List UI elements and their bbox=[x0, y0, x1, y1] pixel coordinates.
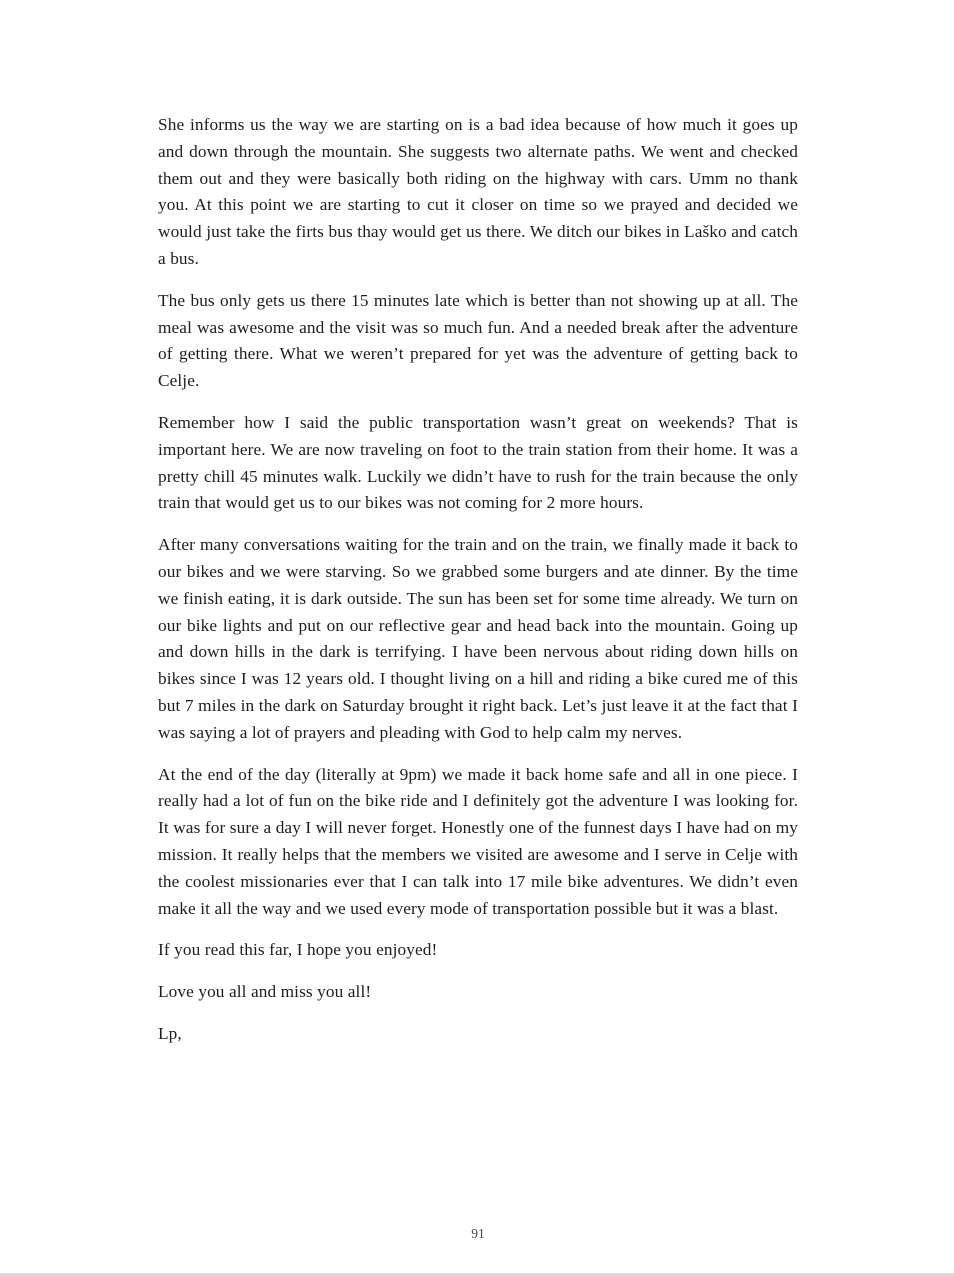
paragraph: Remember how I said the public transportation wasn’t great on weekends? That is important here. We are now traveling on foot to the train station from their home. It was a pretty chill 45 minutes walk. Luckily we didn’t have to rush for the train because the only train that would get us to our bikes was not coming for 2 more hours. bbox=[158, 412, 798, 513]
page-content bbox=[158, 112, 798, 1063]
paragraph: She informs us the way we are starting on is a bad idea because of how much it goes up and down through the mountain. She suggests two alternate paths. We went and checked them out and they were basically both riding on the highway with cars. Umm no thank you. At this point we are starting to cut it closer on time so we prayed and decided we would just take the firts bus thay would get us there. We ditch our bikes in Laško and catch a bus. bbox=[158, 115, 798, 268]
paragraph: At the end of the day (literally at 9pm) we made it back home safe and all in one piece. I really had a lot of fun on the bike ride and I definitely got the adventure I was looking for. It was for sure a day I will never forget. Honestly one of the funnest days I have had on my mission. It really helps that the members we visited are awesome and I serve in Celje with the coolest missionaries ever that I can talk into 17 mile bike adventures. We didn’t even make it all the way and we used every mode of transportation possible but it was a blast. bbox=[158, 764, 798, 918]
paragraph: Love you all and miss you all! bbox=[158, 982, 372, 1002]
paragraph: If you read this far, I hope you enjoyed! bbox=[158, 940, 438, 960]
paragraph: The bus only gets us there 15 minutes late which is better than not showing up at all. The meal was awesome and the visit was so much fun. And a needed break after the adventure of getting there. What we weren’t prepared for yet was the adventure of getting back to Celje. bbox=[158, 290, 798, 391]
paragraph: After many conversations waiting for the train and on the train, we finally made it back to our bikes and we were starving. So we grabbed some burgers and ate dinner. By the time we finish eating, it is dark outside. The sun has been set for some time already. We turn on our bike lights and put on our reflective gear and head back into the mountain. Going up and down hills in the dark is terrifying. I have been nervous about riding down hills on bikes since I was 12 years old. I thought living on a hill and riding a bike cured me of this but 7 miles in the dark on Saturday brought it right back. Let’s just leave it at the fact that I was saying a lot of prayers and pleading with God to help calm my nerves. bbox=[158, 535, 798, 742]
paragraph: Lp, bbox=[158, 1023, 182, 1043]
page-number: 91 bbox=[471, 1226, 485, 1241]
